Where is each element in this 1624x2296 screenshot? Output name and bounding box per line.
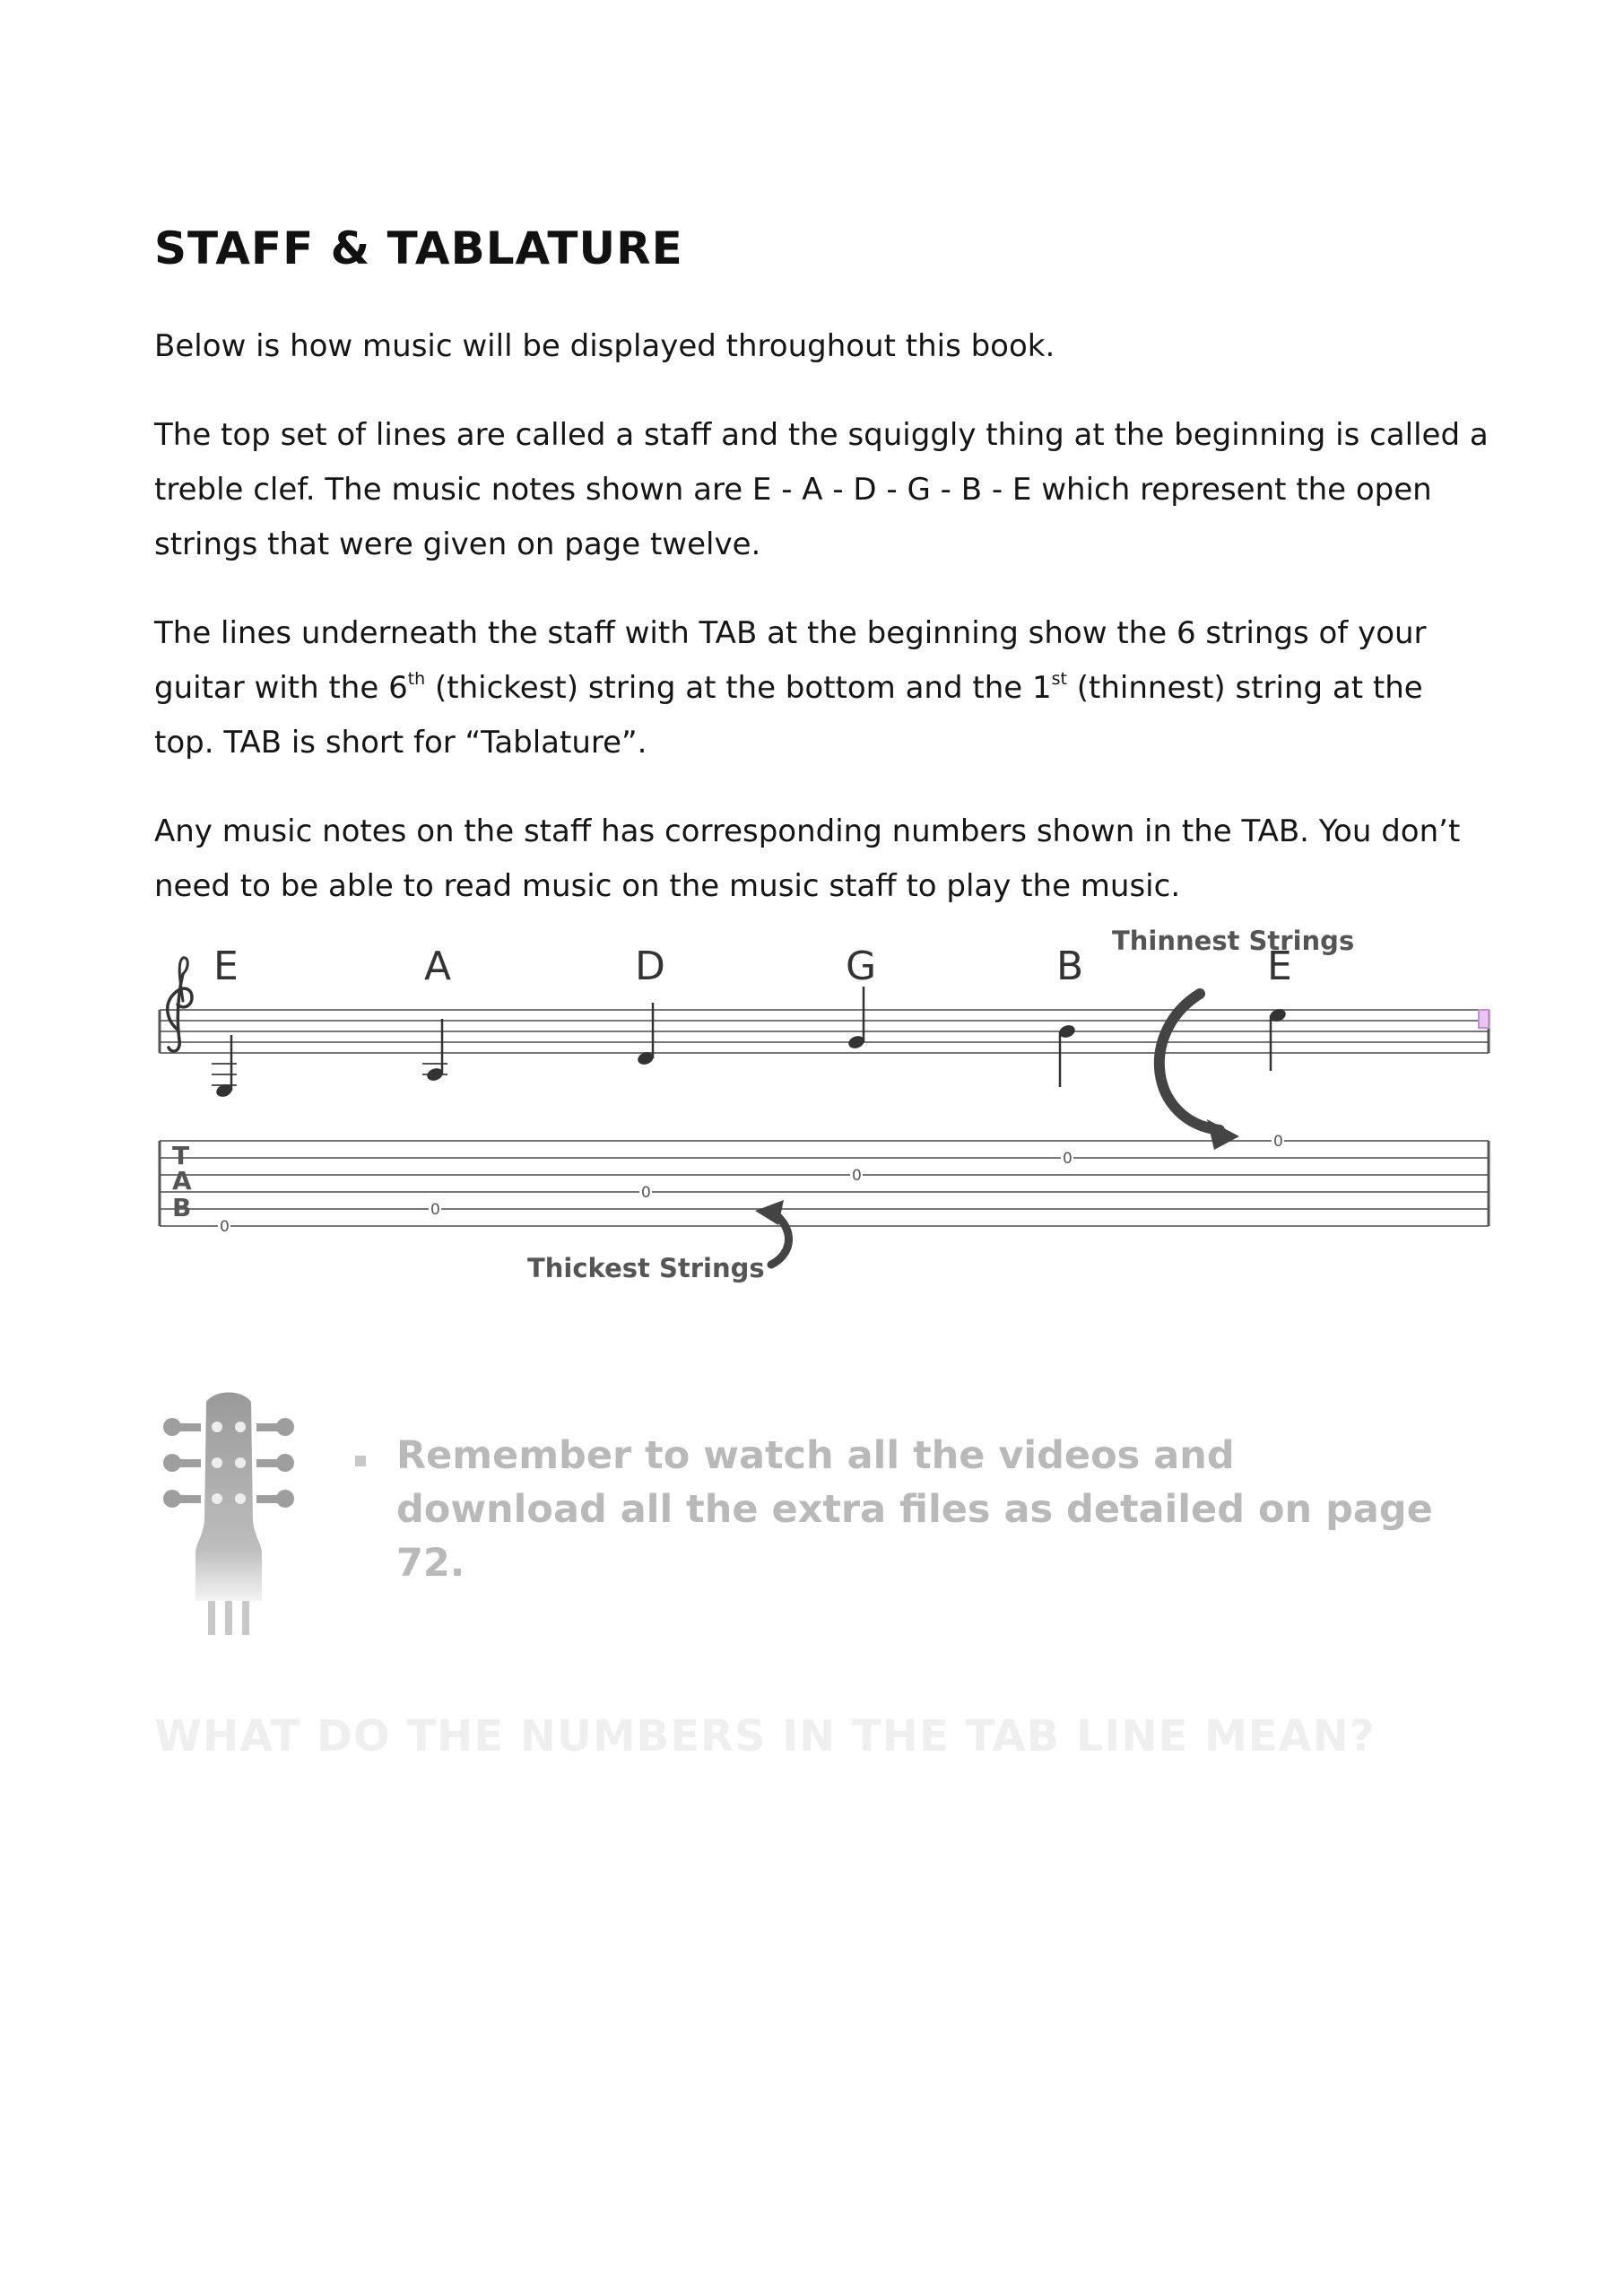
page-heading: STAFF & TABLATURE xyxy=(154,222,683,274)
staff-paragraph: The top set of lines are called a staff and the squiggly thing at the beginning is called a treble clef. The music notes shown are E - A - D - G - B - E which represent the open strings that were given on page twelve. xyxy=(154,417,1489,562)
note-letter-label: G xyxy=(846,944,877,989)
staff-and-tab-figure xyxy=(143,915,1507,1309)
note-letter-label: B xyxy=(1056,944,1084,989)
note-letter-label: E xyxy=(1267,944,1292,989)
tab-paragraph xyxy=(154,606,1490,770)
fret-number: 0 xyxy=(1063,1150,1073,1168)
guitar-headstock-icon xyxy=(161,1386,296,1637)
note-letter-label: D xyxy=(635,944,665,989)
superscript-th: th xyxy=(407,669,426,689)
superscript-st: st xyxy=(1051,669,1067,689)
fret-number: 0 xyxy=(641,1184,651,1202)
tip-text: Remember to watch all the videos and download all the extra files as detailed on page 72. xyxy=(396,1433,1433,1586)
treble-clef-icon xyxy=(168,958,192,1051)
music-staff xyxy=(160,1010,1489,1053)
staff-end-marker xyxy=(1479,1010,1489,1028)
fret-number: 0 xyxy=(430,1201,440,1219)
thinnest-strings-label: Thinnest Strings xyxy=(1112,926,1355,956)
tab-letter-b: B xyxy=(172,1193,192,1222)
tip-box xyxy=(161,1386,1507,1637)
tab-paragraph-part2: (thickest) string at the bottom and the 1 xyxy=(425,670,1052,706)
bullet-icon xyxy=(355,1456,366,1466)
tab-letter-a: A xyxy=(172,1166,192,1196)
tab-paragraph-part1: The lines underneath the staff with TAB at the beginning show the 6 strings of your guitar with the 6 xyxy=(154,615,1427,706)
tab-staff xyxy=(160,1141,1489,1226)
intro-paragraph: Below is how music will be displayed throughout this book. xyxy=(154,328,1055,364)
tab-letter-t: T xyxy=(172,1141,190,1170)
thinnest-arrow-icon xyxy=(1159,994,1239,1150)
thickest-strings-label: Thickest Strings xyxy=(527,1253,765,1283)
fret-number: 0 xyxy=(220,1218,230,1236)
fret-number: 0 xyxy=(852,1167,862,1185)
fret-number: 0 xyxy=(1273,1133,1283,1151)
tab-paragraph-part3: (thinnest) string at the top. TAB is short for “Tablature”. xyxy=(154,670,1423,761)
next-section-heading: WHAT DO THE NUMBERS IN THE TAB LINE MEAN? xyxy=(154,1711,1376,1761)
numbers-paragraph: Any music notes on the staff has corresponding numbers shown in the TAB. You don’t need to be able to read music on the music staff to play the music. xyxy=(154,813,1461,904)
note-letter-label: A xyxy=(424,944,452,989)
note-letter-label: E xyxy=(213,944,239,989)
notation-svg xyxy=(143,915,1507,1309)
